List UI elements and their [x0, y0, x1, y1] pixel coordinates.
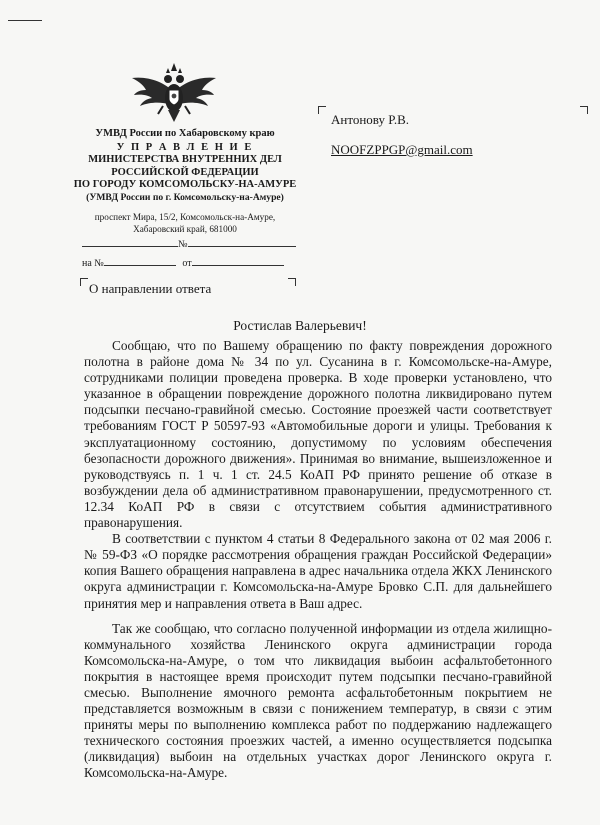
subject-corner-right [288, 278, 296, 286]
number-blank-line [188, 236, 296, 247]
number-sign: № [178, 239, 188, 250]
subject-text: О направлении ответа [89, 281, 212, 296]
reference-number-row [82, 255, 284, 269]
recipient-corner-right [580, 106, 588, 114]
sender-line-4: РОССИЙСКОЙ ФЕДЕРАЦИИ [111, 166, 259, 178]
letter-body [84, 338, 552, 782]
date-blank-line [82, 236, 178, 247]
sender-line-6: (УМВД России по г. Комсомольску-на-Амуре) [86, 191, 284, 203]
sender-line-2: У П Р А В Л Е Н И Е [116, 141, 254, 153]
sender-address-line-1: проспект Мира, 15/2, Комсомольск-на-Амуре, [94, 212, 276, 222]
greeting: Ростислав Валерьевич! [233, 318, 367, 333]
sender-header [70, 128, 300, 235]
from-label: от [182, 258, 192, 269]
recipient-name: Антонову Р.В. [331, 112, 410, 127]
recipient-email: NOOFZPPGP@gmail.com [331, 142, 473, 157]
reference-blank-line [104, 255, 176, 266]
mvd-eagle-emblem-icon [130, 62, 218, 124]
sender-address [70, 212, 300, 235]
sender-line-1: УМВД России по Хабаровскому краю [95, 128, 275, 139]
subject-block [80, 278, 296, 298]
subject-corner-left [80, 278, 88, 286]
recipient-corner-left [318, 106, 326, 114]
outgoing-number-row [82, 236, 296, 250]
from-blank-line [192, 255, 284, 266]
body-paragraph-1: Сообщаю, что по Вашему обращению по факту повреждения дорожного полотна в районе дома № 34 по ул. Сусанина в г. Комсомольске-на-Амуре, сотрудниками полиции проведена проверка. В ходе проверки установлено, что указанное в обращении повреждение дорожного полотна ликвидировано путем подсыпки песчано-гравийной смесью. Состояние проезжей части соответствует требованиям ГОСТ Р 50597-93 «Автомобильные дороги и улицы. Требования к эксплуатационному состоянию, допустимому по условиям обеспечения безопасности дорожного движения». Принимая во внимание, вышеизложенное и руководствуясь п. 1 ч. 1 ст. 24.5 КоАП РФ принято решение об отказе в возбуждении дела об административном правонарушении, предусмотренного ст. 12.34 КоАП РФ в связи с отсутствием события административного правонарушения. [84, 338, 552, 531]
sender-line-5: ПО ГОРОДУ КОМСОМОЛЬСКУ-НА-АМУРЕ [73, 179, 297, 190]
body-paragraph-2: В соответствии с пунктом 4 статьи 8 Федерального закона от 02 мая 2006 г. № 59-ФЗ «О порядке рассмотрения обращения граждан Российской Федерации» копия Вашего обращения направлена в адрес начальника отдела ЖКХ Ленинского округа администрации г. Комсомольска-на-Амуре Бровко С.П. для дальнейшего принятия мер и направления ответа в Ваш адрес. [84, 531, 552, 611]
sender-line-3: МИНИСТЕРСТВА ВНУТРЕННИХ ДЕЛ [88, 154, 282, 165]
reference-label: на № [82, 258, 104, 269]
top-edge-mark [8, 20, 42, 21]
body-paragraph-3: Так же сообщаю, что согласно полученной информации из отдела жилищно-коммунального хозяйства Ленинского округа администрации города Комсомольска-на-Амуре, о том что ликвидация выбоин асфальтобетонного покрытия в настоящее время происходит путем подсыпки песчано-гравийной смесью. Выполнение ямочного ремонта асфальтобетонным покрытием не представляется возможным в связи с понижением температур, в связи с этим приняты меры по выполнению комплекса работ по поддержанию надлежащего технического состояния проезжих частей, а именно осуществляется подсыпка (ликвидация) выбоин на отдельных участках дорог Ленинского округа г. Комсомольска-на-Амуре. [84, 620, 552, 781]
sender-address-line-2: Хабаровский край, 681000 [133, 223, 237, 234]
